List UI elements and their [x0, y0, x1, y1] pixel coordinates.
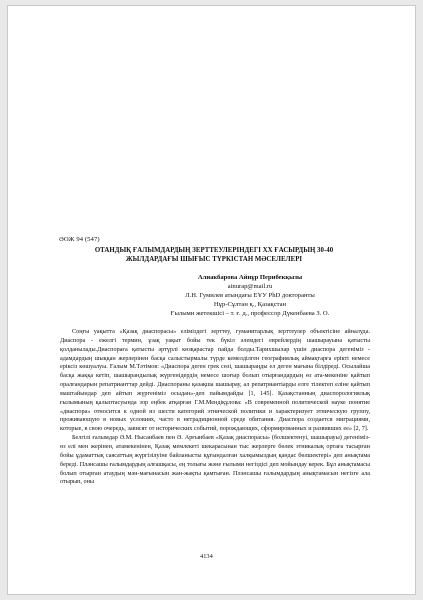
author-affiliation: Л.Н. Гумилев атындағы ЕҰУ PhD докторанты [185, 291, 315, 299]
udk-code: ӘОЖ 94 (547) [59, 236, 100, 243]
author-name: Алиакбарова Айнұр Перибекқызы [197, 274, 303, 281]
supervisor-line: Ғылыми жетекшісі – т. ғ. д., профессор Дүкенбаева З. О. [170, 309, 330, 317]
author-email: ainurap@mail.ru [227, 282, 273, 290]
title-line-2: ЖЫЛДАРДАҒЫ ШЫҒЫС ТҮРКІСТАН МӘСЕЛЕЛЕРІ [125, 256, 303, 263]
article-title [58, 246, 370, 264]
author-block [120, 274, 380, 319]
article-body [60, 328, 370, 487]
paragraph-1: Соңғы уақытта «Қазақ диаспорасы» еліміздегі зерттеу, гуманитарлық зерттеулер объектісіне айналуда. Диаспора - ежелгі термин, ұзақ уақыт бойы тек бүкіл әлемдегі еврейлердің шашырауына қатысты қолданылады.Диаспораға қатысты әртүрлі көзқарастар пайда болды.Тарихшылар үшін диаспора дегеніміз - адамдардың шыққан жерлерінен басқа салыстырмалы түрде кемелділген географиялық аймақтарға ерікті немесе еріксіз көшуалуы. Ғалым М.Тәтімов: «Диаспора деген грек сөзі, шашыраңды ел деген мағына білдіреді. Осылайша басқа жаққа кетіп, шашырандылық жүргенідердің немесе шоғыр болып отырғандардың өз ата-мекеніне қайтып оралғандарын репатрианттар дейді. Диаспораны қазақша шашырау, ал репатриантіарды елге тілектеп еліне қайтып маштайындар деп айтып жүргеніміз осыдан»-деп пайымдайды [1, 145]. Қазақстанның диаспорологиялық ғылымының қалыптасуында зор еңбек атқарған Г.М.Мендіқұлова: «В современной политической науке понятие «диаспора» относится к одной из шести категорий этнической политики и характеризует этническую группу, проживающую в новых условиях, часто в нетрадиционной среде обитания. Диаспора создается миграциями, которые, в свою очередь, зависят от исторических событий, порождающих, сформированных и развивших ее» [2, 7]. [60, 328, 370, 433]
author-city: Нұр-Сұлтан қ., Қазақстан [213, 300, 287, 308]
title-line-1: ОТАНДЫҚ ҒАЛЫМДАРДЫҢ ЗЕРТТЕУЛЕРІНДЕГІ XX ҒАСЫРДЫҢ 30-40 [94, 247, 334, 254]
page-number: 4134 [200, 553, 213, 560]
paragraph-2: Белгілі ғалымдар Ә.М. Нысанбаев пен Ә. Арғынбаев «Қазақ диаспорасы» (болшектенуі, шашырауы) дегеніміз-өз елі мен жерінен, атамекенінен, Қазақ мемлекеті шекарасынан тыс жерлерге бөлек этникалық ортаға тасырған бойы ұдаматтық саясаттың жүргізілуіне байланысты құғындалған халқымыздың қандас бөлшектері» деп анықтама береді. Пләнсашы ғалымдардың алғашқасы, ең толығы және ғылыми негіздісі деп мойындау керек. Бұл анықтамасы болып отырған атаудың мән-мағынасын жан-жақты қамтыған. Плэнсашы ғалымдардың анықтамасын негізге ала отырып, оны [60, 434, 370, 486]
